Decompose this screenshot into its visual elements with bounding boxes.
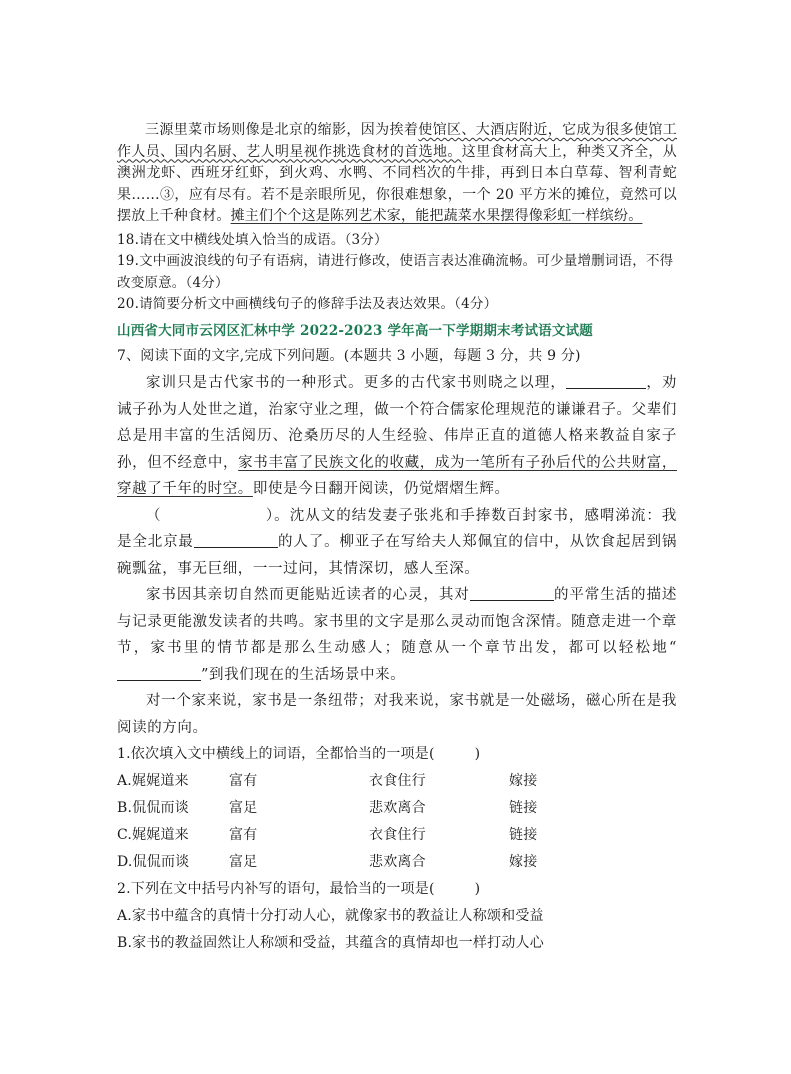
passage-section-1 <box>117 120 677 316</box>
question-1-option-row[interactable] <box>117 822 677 849</box>
q1-stem-text: 1.依次填入文中横线上的词语，全都恰当的一项是( <box>117 746 435 762</box>
option-cell: 富足 <box>229 854 258 870</box>
wavy-underlined-sentence: 使馆区、大酒店附近，它成为很多使馆工作人员、国内名厨、艺人明星视作挑选食材的首选地。 <box>117 122 677 160</box>
option-cell: 富足 <box>229 800 258 816</box>
option-cell: 悲欢离合 <box>369 854 426 870</box>
option-cell: 衣食住行 <box>369 827 426 843</box>
fill-blank-3[interactable] <box>470 587 554 602</box>
question-1-options <box>117 768 677 876</box>
question-18: 18.请在文中横线处填入恰当的成语。（3分） <box>117 231 388 248</box>
question-2-stem <box>117 876 677 903</box>
question-2-option-a[interactable]: A.家书中蕴含的真情十分打动人心，就像家书的教益让人称颂和受益 <box>117 908 544 924</box>
option-cell: 富有 <box>229 773 258 789</box>
option-cell: A.娓娓道来 <box>117 773 189 789</box>
p3-text-a: 家书因其亲切自然而更能贴近读者的心灵，其对 <box>146 587 470 603</box>
question-1-option-row[interactable] <box>117 795 677 822</box>
fill-blank-4[interactable] <box>117 666 201 681</box>
option-cell: 链接 <box>509 827 538 843</box>
paren-open: （ <box>146 507 162 524</box>
question-2-option-b[interactable]: B.家书的教益固然让人称颂和受益，其蕴含的真情却也一样打动人心 <box>117 935 544 951</box>
p2-text-b: 的人了。柳亚子在写给夫人郑佩宜的信中，从饮食起居到锅碗瓢盆，事无巨细，一一过问，其情深切，感人至深。 <box>117 534 677 577</box>
option-cell: 链接 <box>509 800 538 816</box>
passage-text: 三源里菜市场则像是北京的缩影，因为挨着 <box>145 122 419 138</box>
reading-instruction: 7、阅读下面的文字,完成下列问题。(本题共 3 小题，每题 3 分，共 9 分) <box>117 348 581 364</box>
passage-paragraph-4: 对一个家来说，家书是一条纽带；对我来说，家书就是一处磁场，磁心所在是我阅读的方向。 <box>117 693 677 736</box>
fill-blank[interactable] <box>566 375 646 390</box>
passage-paragraph <box>117 120 677 228</box>
passage-paragraph-3 <box>117 582 677 688</box>
passage-text: 这里食材高大上，种类又齐全，从澳洲龙虾、西班牙红虾，到火鸡、水鸭、不同档次的牛排，再到日本白草莓、智利青蛇果……③，应有尽有。若不是亲眼所见，你很难想象，一个 20 平方米的摊位，竟然可以摆放上千种食材。 <box>117 143 677 224</box>
q2-stem-close: ) <box>474 881 481 897</box>
question-list <box>117 230 677 316</box>
fill-blank-2[interactable] <box>194 534 278 549</box>
underlined-sentence: 摊主们个个这是陈列艺术家，能把蔬菜水果摆得像彩虹一样缤纷。 <box>230 208 643 224</box>
option-cell: B.侃侃而谈 <box>117 800 189 816</box>
underlined-sentence: 家书丰富了民族文化的收藏，成为一笔所有子孙后代的公共财富，穿越了千年的时空。 <box>117 454 677 497</box>
passage-paragraph-2 <box>117 503 677 583</box>
passage-section-2 <box>117 343 677 957</box>
p3-text-b: 的平常生活的描述与记录更能激发读者的共鸣。家书里的文字是那么灵动而饱含深情。随意走进一个章节，家书里的情节都是那么生动感人；随意从一个章节出发，都可以轻松地“ <box>117 587 677 656</box>
passage-text: 家训只是古代家书的一种形式。更多的古代家书则晓之以理， <box>146 375 566 391</box>
q1-stem-close: ) <box>474 746 481 762</box>
question-19: 19.文中画波浪线的句子有语病，请进行修改，使语言表达准确流畅。可少量增删词语，不得改变原意。（4分） <box>117 253 674 291</box>
option-cell: 衣食住行 <box>369 773 426 789</box>
passage-text: 即使是今日翻开阅读，仍觉熠熠生辉。 <box>252 481 510 497</box>
option-cell: 嫁接 <box>509 854 538 870</box>
option-cell: 悲欢离合 <box>369 800 426 816</box>
passage-text: ，劝诫子孙为人处世之道，治家守业之理，做一个符合儒家伦理规范的谦谦君子。父辈们总是用丰富的生活阅历、沧桑历尽的人生经验、伟岸正直的道德人格来教益自家子孙，但不经意中， <box>117 375 677 471</box>
option-cell: 嫁接 <box>509 773 538 789</box>
exam-source-title: 山西省大同市云冈区汇林中学 2022-2023 学年高一下学期期末考试语文试题 <box>117 323 593 339</box>
question-1-stem <box>117 741 677 768</box>
question-1-option-row[interactable] <box>117 768 677 795</box>
question-1-option-row[interactable] <box>117 849 677 876</box>
p2-text: ）。沈从文的结发妻子张兆和手捧数百封家书，感喟涕流：我是全北京最 <box>117 507 677 550</box>
passage-paragraph-1 <box>117 370 677 503</box>
q2-stem-text: 2.下列在文中括号内补写的语句，最恰当的一项是( <box>117 881 435 897</box>
option-cell: 富有 <box>229 827 258 843</box>
question-20: 20.请简要分析文中画横线句子的修辞手法及表达效果。（4分） <box>117 296 498 312</box>
option-cell: C.娓娓道来 <box>117 827 189 843</box>
p3-text-c: ”到我们现在的生活场景中来。 <box>201 666 406 683</box>
option-cell: D.侃侃而谈 <box>117 854 190 870</box>
